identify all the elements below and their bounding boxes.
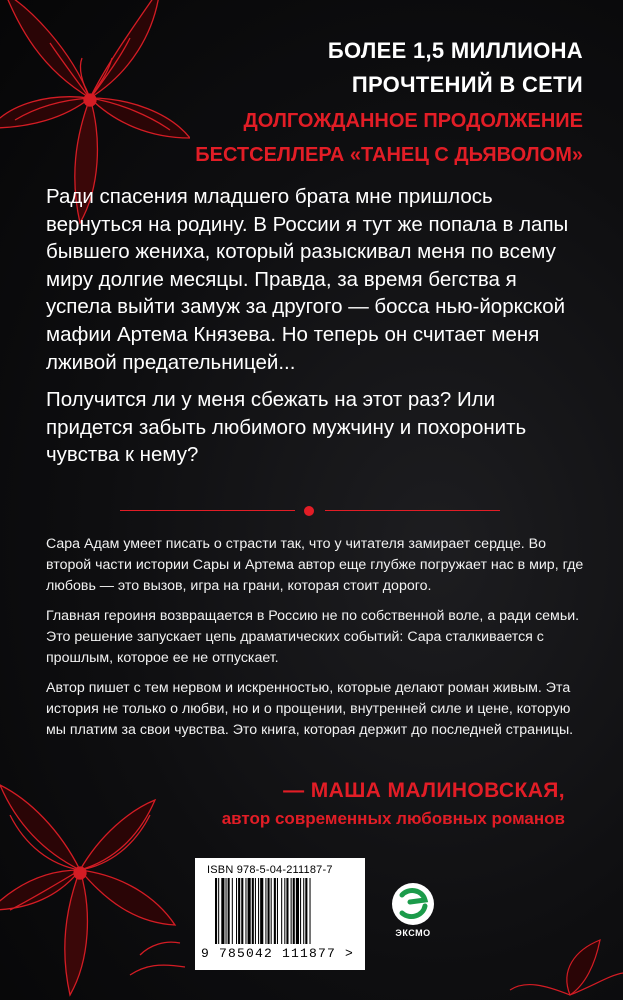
review-paragraph-1: Сара Адам умеет писать о страсти так, что у читателя замирает сердце. Во второй части истории Сары и Артема автор еще глубже погружает нас в мир, где любовь — это вызов, игра на грани, которая стоит дорого. — [46, 536, 584, 594]
eksmo-logo-icon — [388, 880, 438, 928]
subheadline-line-2: БЕСТСЕЛЛЕРА «ТАНЕЦ С ДЬЯВОЛОМ» — [195, 144, 583, 166]
review-paragraph-2: Главная героиня возвращается в Россию не по собственной воле, а ради семьи. Это решение запускает цепь драматических событий: Сара сталкивается с прошлым, которое ее не отпускает. — [46, 608, 580, 666]
section-divider — [120, 505, 500, 517]
blurb-paragraph-1: Ради спасения младшего брата мне пришлось вернуться на родину. В России я тут же попала в лапы бывшего жениха, который разыскивал меня по всему миру долгие месяцы. Правда, за время бегства я успела выйти замуж за другого — босса нью-йоркской мафии Артема Князева. Но теперь он считает меня лживой предательницей... — [46, 185, 569, 374]
review-paragraph-3: Автор пишет с тем нервом и искренностью, которые делают роман живым. Эта история не только о любви, но и о прощении, внутренней силе и цене, которую мы платим за свои чувства. Это книга, которая держит до последней страницы. — [46, 680, 574, 738]
reviewer-name: — МАША МАЛИНОВСКАЯ, — [283, 779, 565, 802]
review-quote — [46, 534, 586, 750]
isbn-barcode — [195, 858, 365, 970]
headline-line-1: БОЛЕЕ 1,5 МИЛЛИОНА — [327, 38, 583, 63]
headline-line-2: ПРОЧТЕНИЙ В СЕТИ — [351, 72, 583, 97]
blurb-paragraph-2: Получится ли у меня сбежать на этот раз? Или придется забыть любимого мужчину и похоронить чувства к нему? — [46, 388, 527, 467]
subheadline — [195, 104, 583, 172]
isbn-number: ISBN 978-5-04-211187-7 — [207, 864, 333, 876]
orchid-flower-bottom-icon — [0, 775, 190, 1000]
headline — [328, 34, 583, 102]
barcode-digits: 9 785042 111877 > — [201, 946, 355, 961]
barcode-icon — [215, 878, 345, 944]
publisher-logo — [388, 880, 438, 960]
orchid-flower-right-icon — [500, 935, 623, 1000]
divider-dot-icon — [304, 506, 314, 516]
subheadline-line-1: ДОЛГОЖДАННОЕ ПРОДОЛЖЕНИЕ — [243, 110, 583, 132]
book-blurb — [46, 183, 586, 479]
divider-line-left — [120, 510, 295, 511]
reviewer-role: автор современных любовных романов — [221, 809, 565, 828]
publisher-name: ЭКСМО — [395, 928, 431, 938]
review-attribution — [222, 776, 565, 832]
divider-line-right — [325, 510, 500, 511]
